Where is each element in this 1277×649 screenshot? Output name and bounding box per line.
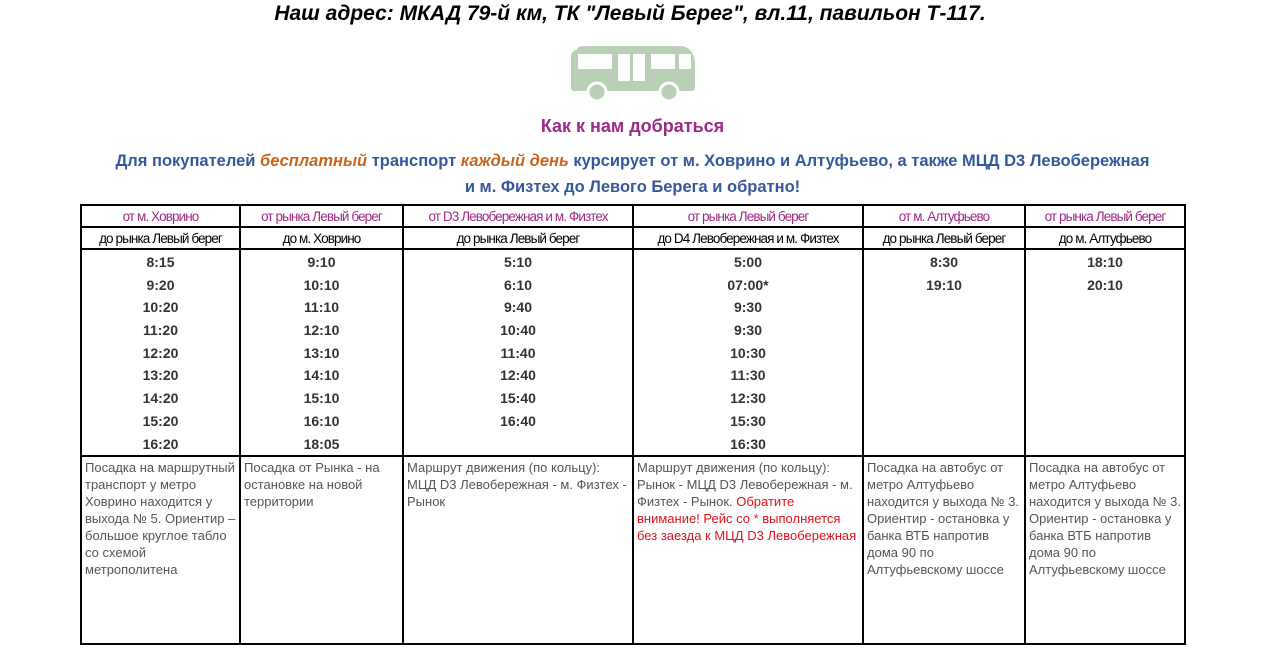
free-highlight: бесплатный: [260, 152, 368, 170]
departure-time: 15:20: [142, 412, 179, 429]
departure-time: 10:30: [730, 344, 766, 361]
departure-time: 13:20: [142, 367, 179, 384]
route-to-row: [81, 227, 1185, 249]
route-to: до рынка Левый берег: [863, 227, 1025, 249]
route-note: Посадка на маршрутный транспорт у метро Ховрино находится у выхода № 5. Ориентир – большое круглое табло со схемой метрополитена: [81, 456, 240, 644]
route-from: от м. Ховрино: [81, 205, 240, 227]
route-note: Маршрут движения (по кольцу): МЦД D3 Левобережная - м. Физтех - Рынок: [403, 456, 633, 644]
departure-time: 12:40: [500, 367, 536, 384]
daily-highlight: каждый день: [460, 152, 569, 170]
route-from: от рынка Левый берег: [1025, 205, 1185, 227]
departure-time: 11:40: [500, 344, 536, 361]
departure-times: [81, 249, 240, 456]
departure-time: 10:20: [142, 299, 179, 316]
departure-time: 18:05: [303, 435, 340, 452]
departure-time: 6:10: [503, 276, 533, 293]
departure-time: 8:15: [146, 254, 175, 270]
departure-time: 5:10: [503, 254, 533, 270]
route-note: Маршрут движения (по кольцу): Рынок - МЦД D3 Левобережная - м. Физтех - Рынок. Обратите внимание! Рейс со * выполняется без заезда к МЦД D3 Левобережная: [633, 456, 863, 644]
how-to-get-heading: Как к нам добраться: [540, 116, 725, 136]
departure-time: 13:10: [303, 344, 340, 361]
departure-times-row: [81, 249, 1185, 456]
departure-time: 07:00*: [727, 276, 769, 293]
departure-time: 20:10: [1087, 276, 1123, 293]
departure-time: 15:40: [500, 390, 536, 407]
route-to: до D4 Левобережная и м. Физтех: [633, 227, 863, 249]
intro-text: Для покупателей бесплатный транспорт каждый день курсирует от м. Ховрино и Алтуфьево, а также МЦД D3 Левобережная и м. Физтех до Левого Берега и обратно!: [115, 152, 1150, 196]
route-note-warning: Обратите внимание! Рейс со * выполняется без заезда к МЦД D3 Левобережная: [637, 494, 857, 544]
departure-time: 16:20: [142, 435, 179, 452]
departure-time: 16:40: [500, 412, 536, 429]
departure-time: 19:10: [926, 276, 962, 293]
route-to: до м. Алтуфьево: [1025, 227, 1185, 249]
departure-time: 18:10: [1087, 254, 1123, 270]
route-from: от рынка Левый берег: [240, 205, 403, 227]
departure-time: 14:10: [303, 367, 340, 384]
departure-times: [1025, 249, 1185, 456]
departure-time: 15:30: [730, 412, 766, 429]
departure-time: 8:30: [929, 254, 959, 270]
departure-time: 12:30: [730, 390, 766, 407]
address-line: Наш адрес: МКАД 79-й км, ТК "Левый Берег", вл.11, павильон Т-117.: [274, 2, 986, 25]
departure-time: 12:10: [303, 322, 340, 339]
route-from-row: [81, 205, 1185, 227]
departure-times: [863, 249, 1025, 456]
route-to: до рынка Левый берег: [403, 227, 633, 249]
route-to: до рынка Левый берег: [81, 227, 240, 249]
departure-time: 9:10: [307, 254, 336, 270]
route-note: Посадка от Рынка - на остановке на новой территории: [240, 456, 403, 644]
departure-time: 9:40: [503, 299, 533, 316]
route-from: от D3 Левобережная и м. Физтех: [403, 205, 633, 227]
departure-times: [633, 249, 863, 456]
departure-time: 15:10: [303, 390, 340, 407]
schedule-table: [80, 204, 1186, 645]
departure-time: 16:30: [730, 435, 766, 452]
route-from: от м. Алтуфьево: [863, 205, 1025, 227]
departure-times: [403, 249, 633, 456]
departure-time: 9:30: [733, 299, 763, 316]
departure-time: 5:00: [733, 254, 763, 270]
departure-time: 10:40: [500, 322, 536, 339]
departure-time: 11:20: [142, 322, 179, 339]
departure-times: [240, 249, 403, 456]
departure-time: 14:20: [142, 390, 179, 407]
departure-time: 12:20: [142, 344, 179, 361]
departure-time: 11:10: [303, 299, 340, 316]
route-from: от рынка Левый берег: [633, 205, 863, 227]
route-note: Посадка на автобус от метро Алтуфьево находится у выхода № 3. Ориентир - остановка у банка ВТБ напротив дома 90 по Алтуфьевскому шоссе: [1025, 456, 1185, 644]
departure-time: 11:30: [730, 367, 766, 384]
departure-time: 9:20: [146, 276, 175, 293]
route-to: до м. Ховрино: [240, 227, 403, 249]
notes-row: [81, 456, 1185, 644]
bus-icon: [569, 44, 697, 102]
route-note: Посадка на автобус от метро Алтуфьево находится у выхода № 3. Ориентир - остановка у банка ВТБ напротив дома 90 по Алтуфьевскому шоссе: [863, 456, 1025, 644]
departure-time: 10:10: [303, 276, 340, 293]
departure-time: 16:10: [303, 412, 340, 429]
departure-time: 9:30: [733, 322, 763, 339]
